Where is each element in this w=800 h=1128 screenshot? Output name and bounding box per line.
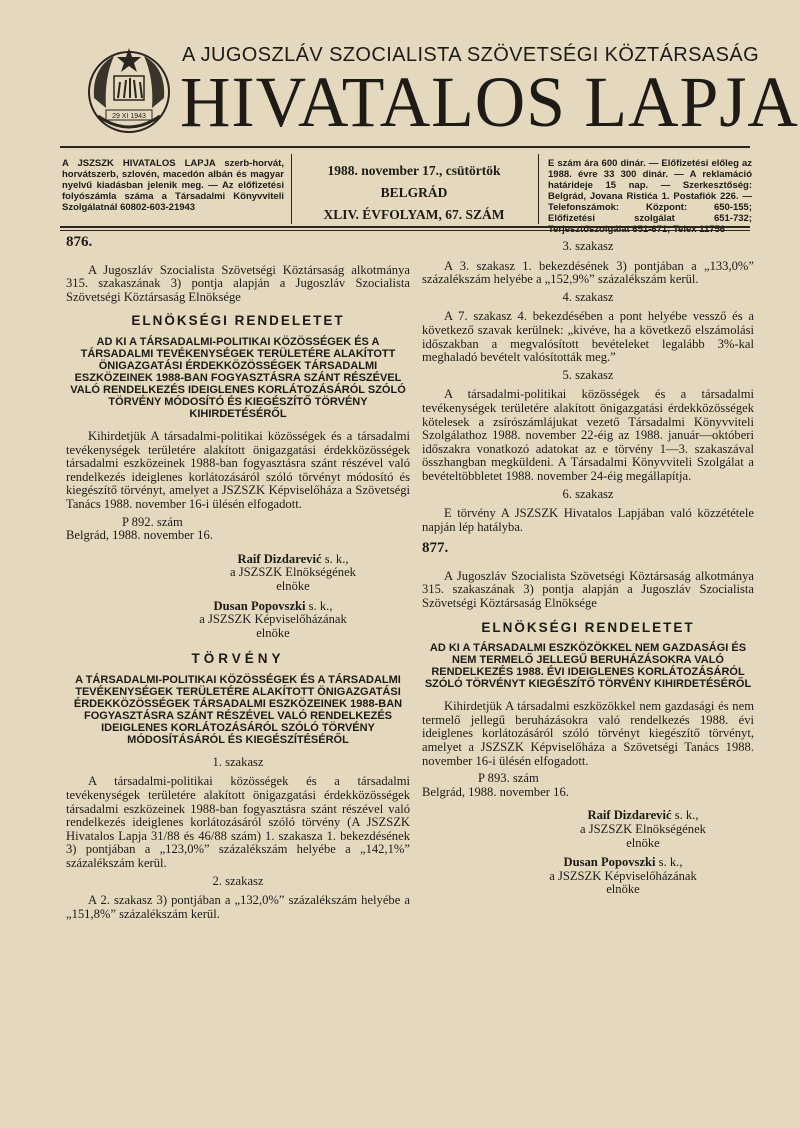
masthead-title: HIVATALOS LAPJA (180, 62, 799, 142)
law-title: A TÁRSADALMI-POLITIKAI KÖZÖSSÉGEK ÉS A TÁRSADALMI TEVÉKENYSÉGEK TERÜLETÉRE ALAKÍTOTT ÖNIGAZGATÁSI ÉRDEKKÖZÖSSÉGEK TÁRSADALMI ESZKÖZEINEK 1988-BAN FOGYASZTÁSRA SZÁNT RÉSZÉVEL VALÓ RENDELKEZÉS IDEIGLENES KORLÁTOZÁSÁRÓL SZÓLÓ TÖRVÉNY MÓDOSÍTÁSÁRÓL ÉS KIEGÉSZÍTÉSÉRŐL (73, 673, 403, 746)
left-column (66, 236, 410, 925)
header-right-info: E szám ára 600 dinár. — Előfizetési előleg az 1988. évre 33 300 dinár. — A reklamáció határideje 15 nap. — Szerkesztőség: Belgrád, Jovana Ristića 1. Postafiók 226. — Telefonszámok: Központ: 650-155; Előfizetési szolgálat 651-732; (548, 158, 752, 224)
signer-title: a JSZSZK Elnökségének (230, 565, 356, 580)
signer-name: Raif Dizdarević (237, 551, 322, 566)
signer-suffix: s. k., (655, 855, 683, 870)
ref-number-877: P 893. szám (478, 771, 539, 786)
header-rule (60, 226, 750, 228)
decree-title-877: AD KI A TÁRSADALMI ESZKÖZÖKKEL NEM GAZDASÁGI ÉS NEM TERMELŐ JELLEGŰ BERUHÁZÁSOKRA VALÓ RENDELKEZÉS 1988. ÉVI IDEIGLENES KORLÁTOZÁSÁRÓL SZÓLÓ TÖRVÉNYT KIEGÉSZÍTŐ TÖRVÉNY KIHIRDETÉSÉRŐL (424, 642, 752, 691)
intro-876: A Jugoszláv Szocialista Szövetségi Köztársaság alkotmánya 315. szakaszának 3) pontja alapján a Jugoszláv Szocialista Szövetségi Köztársaság Elnöksége (66, 262, 410, 304)
section-1-body: A társadalmi-politikai közösségek és a társadalmi tevékenységek területére alakított önigazgatási érdekközösségek társadalmi eszközeinek 1988-ban fogyasztásra szánt részével való rendelkezés ideiglenes korlátozásáról szóló törvény (A JSZSZK Hivatalos Lapja 31/88 és 46/88 szám) 1. szakasza 1. bekezdésének 3) pontjában a „123,0%” százalékszám helyébe a „142,1%” százalékszám kerül. (66, 774, 410, 871)
header-left-info: A JSZSZK HIVATALOS LAPJA szerb-horvát, horvátszerb, szlovén, macedón albán és magyar nyelvű kiadásban jelenik meg. — Az előfizetési folyószámla száma a Társadalmi Könyvviteli Szolgálatnál 60802-603-21943 (62, 158, 284, 213)
ref-number-876: P 892. szám (122, 514, 183, 529)
signature-president-876 (66, 553, 410, 641)
issue-number: XLIV. ÉVFOLYAM, 67. SZÁM (323, 207, 505, 222)
signer-title: a JSZSZK Elnökségének (580, 822, 706, 836)
item-number-877: 877. (422, 540, 449, 557)
signer-role: elnöke (276, 578, 310, 593)
section-2-body: A 2. szakasz 3) pontjában a „132,0%” százalékszám helyébe a „151,8%” százalékszám kerül. (66, 893, 410, 921)
signer-suffix: s. k., (321, 551, 349, 566)
section-3-body: A 3. szakasz 1. bekezdésének 3) pontjában a „133,0%” százalékszám helyébe a „152,9%” százalékszám kerül. (422, 258, 754, 287)
header-rule-thin (60, 230, 750, 231)
place-date-877: Belgrád, 1988. november 16. (422, 784, 569, 799)
masthead-rule (60, 146, 750, 148)
signer-title: a JSZSZK Képviselőházának (549, 868, 697, 883)
section-6-body: E törvény A JSZSZK Hivatalos Lapjában való közzététele napján lép hatályba. (422, 506, 754, 534)
signer-role: elnöke (606, 882, 640, 897)
signer-role: elnöke (256, 625, 290, 640)
signer-name: Raif Dizdarević (587, 808, 672, 823)
item-number-876: 876. (66, 234, 93, 250)
header-divider-left (291, 154, 292, 224)
issue-date: 1988. november 17., csütörtök (327, 163, 501, 178)
law-heading: TÖRVÉNY (191, 651, 285, 667)
right-column (422, 236, 754, 909)
signature-president-877 (422, 809, 754, 897)
section-5-body: A társadalmi-politikai közösségek és a társadalmi tevékenységek területére alakított önigazgatási érdekközösségek kötelesek a zsírószámlájukat vezető Társadalmi Könyvviteli Szolgálathoz 1988. november 22-éig az 1988. január—októberi időszakra vonatkozó adatokat az e törvény 1—3. szakaszával összhangban megküldeni. A Társadalmi Könyvviteli Szolgálat a bevételtöbbletet 1988. november 24-éig megállapítja. (422, 387, 754, 483)
signer-name: Dusan Popovszki (213, 598, 306, 613)
place-date-876: Belgrád, 1988. november 16. (66, 528, 213, 543)
section-3-heading: 3. szakasz (562, 239, 614, 253)
decree-title-876: AD KI A TÁRSADALMI-POLITIKAI KÖZÖSSÉGEK ÉS A TÁRSADALMI TEVÉKENYSÉGEK TERÜLETÉRE ALAKÍTOTT ÖNIGAZGATÁSI ÉRDEKKÖZÖSSÉGEK TÁRSADALMI ESZKÖZEINEK 1988-BAN FOGYASZTÁSRA SZÁNT RÉSZÉVEL VALÓ RENDELKEZÉS IDEIGLENES KORLÁTOZÁSÁRÓL SZÓLÓ TÖRVÉNY MÓDOSÍTÓ ÉS KIEGÉSZÍTŐ TÖRVÉNY KIHIRDETÉSÉRŐL (70, 335, 406, 420)
header-divider-right (538, 154, 539, 224)
state-emblem (84, 38, 174, 138)
issue-place: BELGRÁD (380, 185, 448, 200)
decree-body-877: Kihirdetjük A társadalmi eszközökkel nem gazdasági és nem termelő jellegű beruházásokra való rendelkezés 1988. évi ideiglenes korlátozásáról szóló törvényt kiegészítő törvényt, amelyet a JSZSZK Képviselőháza a Szövetségi Tanács 1988. november 16-i ülésén elfogadott. (422, 699, 754, 768)
section-5-heading: 5. szakasz (562, 367, 614, 382)
signer-suffix: s. k., (305, 598, 333, 613)
signer-role: elnöke (626, 835, 660, 850)
decree-heading-876: ELNÖKSÉGI RENDELETET (131, 313, 345, 329)
decree-body-876: Kihirdetjük A társadalmi-politikai közösségek és a társadalmi tevékenységek területére alakított önigazgatási érdekközösségek társadalmi eszközeinek 1988-ban fogyasztásra szánt részével való rendelkezés ideiglenes korlátozásáról szóló törvényt módosító és kiegészítő törvényt, amelyet a JSZSZK Képviselőháza a Szövetségi Tanács 1988. november 16-i ülésén elfogadott. (66, 428, 410, 511)
decree-heading-877: ELNÖKSÉGI RENDELETET (481, 619, 695, 635)
section-4-heading: 4. szakasz (562, 289, 614, 304)
signer-name: Dusan Popovszki (563, 855, 656, 870)
masthead-subtitle: A JUGOSZLÁV SZOCIALISTA SZÖVETSÉGI KÖZTÁRSASÁG (182, 44, 760, 66)
section-4-body: A 7. szakasz 4. bekezdésében a pont helyébe vessző és a következő szavak kerülnek: „kivéve, ha a következő elszámolási időszakban a megvalósított bevételeket legalább 3%-kal meghaladó bevételt valósították meg.” (422, 309, 754, 365)
section-1-heading: 1. szakasz (212, 754, 264, 769)
signer-title: a JSZSZK Képviselőházának (199, 612, 347, 627)
emblem-date: 29 XI 1943 (112, 113, 146, 120)
section-6-heading: 6. szakasz (562, 486, 614, 501)
signer-suffix: s. k., (671, 808, 699, 823)
header-issue-info (300, 160, 528, 226)
intro-877: A Jugoszláv Szocialista Szövetségi Köztársaság alkotmánya 315. szakaszának 3) pontja alapján a Jugoszláv Szocialista Szövetségi Köztársaság Elnöksége (422, 568, 754, 611)
section-2-heading: 2. szakasz (212, 873, 264, 888)
